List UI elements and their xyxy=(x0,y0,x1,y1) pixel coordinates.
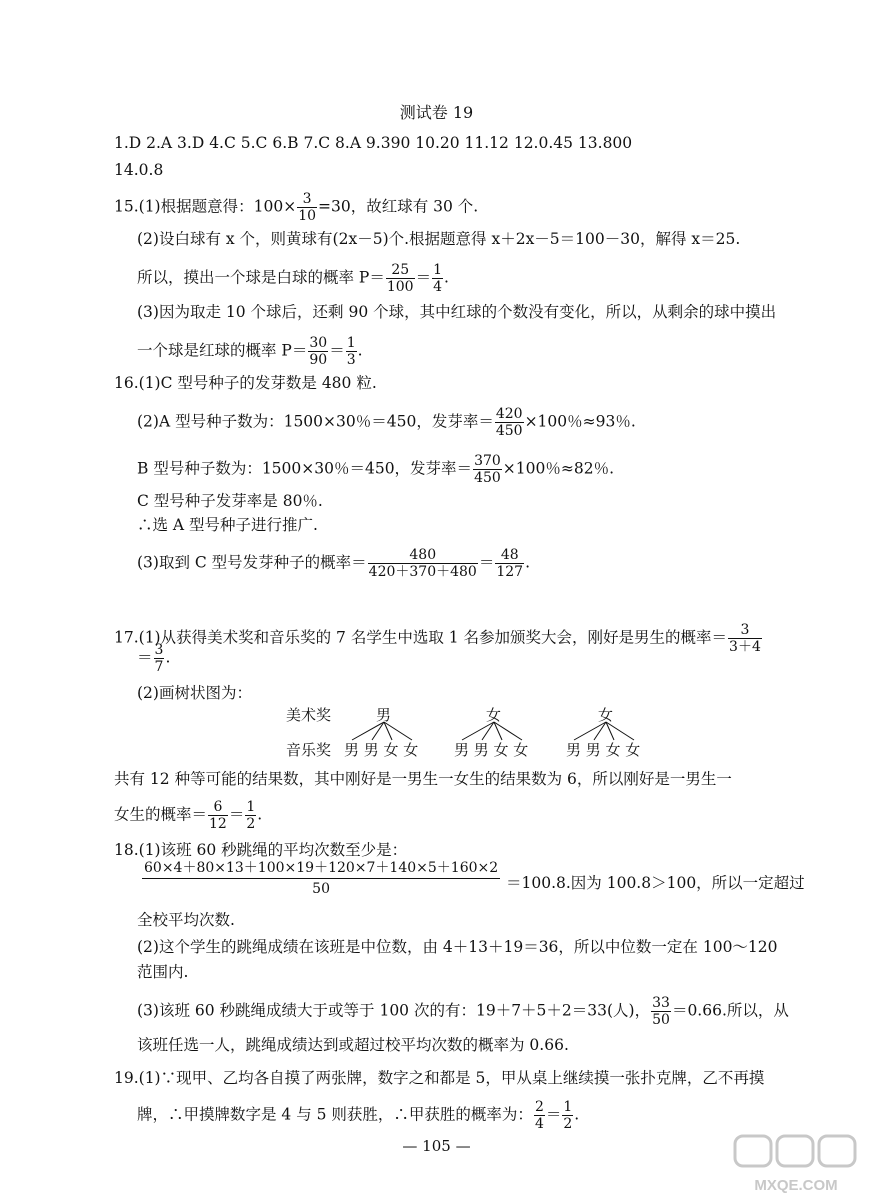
fraction: $\frac{30}{90}$ xyxy=(309,335,328,368)
q15-part2: (2)设白球有 x 个，则黄球有(2x－5)个.根据题意得 x＋2x－5＝100－30，解得 x＝25. xyxy=(137,230,741,248)
fraction: $\frac{370}{450}$ xyxy=(474,453,501,486)
q18-part2-cont: 范围内. xyxy=(137,963,189,981)
fraction: $\frac{3}{3+4}$ xyxy=(729,622,761,655)
q18-part1-result: ＝100.8.因为 100.8＞100，所以一定超过 xyxy=(506,874,805,892)
tree-label-art: 美术奖 xyxy=(286,706,332,724)
q18-mean-fraction: 60×4＋80×13＋100×19＋120×7＋140×5＋160×2 50 xyxy=(144,860,499,897)
tree-label-music: 音乐奖 xyxy=(286,741,332,759)
q16-part3: (3)取到 C 型号发芽种子的概率＝ $\frac{480}{420+370+480}$ ＝ $\frac{48}{127}$ . xyxy=(137,547,531,580)
q16-part2-c: C 型号种子发芽率是 80％. xyxy=(137,492,323,510)
tree-leaves-1: 男 男 女 女 xyxy=(344,741,419,759)
fraction: $\frac{2}{4}$ xyxy=(534,1099,544,1132)
watermark-logo xyxy=(731,1132,861,1196)
fraction: $\frac{3}{10}$ xyxy=(298,191,317,224)
fraction: $\frac{1}{2}$ xyxy=(246,799,256,832)
q15-p1-text: 15.(1)根据题意得：100× xyxy=(114,197,297,216)
q15-part2-probability: 所以，摸出一个球是白球的概率 P＝ $\frac{25}{100}$ ＝ $\frac{1}{4}$ . xyxy=(137,262,449,295)
q18-part3: (3)该班 60 秒跳绳成绩大于或等于 100 次的有：19＋7＋5＋2＝33(人)， $\frac{33}{50}$ ＝0.66.所以，从 xyxy=(137,995,789,1028)
q17-part2: (2)画树状图为： xyxy=(137,684,252,702)
q15-p1-post: =30，故红球有 30 个. xyxy=(318,197,479,216)
fraction: $\frac{6}{12}$ xyxy=(209,799,227,832)
q18-part2: (2)这个学生的跳绳成绩在该班是中位数，由 4＋13＋19＝36，所以中位数一定在 100～120 xyxy=(137,938,778,956)
q17-part2-probability: 女生的概率＝ $\frac{6}{12}$ ＝ $\frac{1}{2}$ . xyxy=(114,799,263,832)
watermark-text: MXQE.COM xyxy=(754,1177,838,1194)
q16-conclusion: ∴选 A 型号种子进行推广. xyxy=(137,516,318,534)
fraction: $\frac{1}{4}$ xyxy=(433,262,443,295)
fraction: $\frac{1}{3}$ xyxy=(346,335,356,368)
answers-line-2: 14.0.8 xyxy=(114,161,164,179)
q17-part1: 17.(1)从获得美术奖和音乐奖的 7 名学生中选取 1 名参加颁奖大会，刚好是男生的概率＝ $\frac{3}{3+4}$ xyxy=(114,622,761,655)
q18-part3-cont: 该班任选一人，跳绳成绩达到或超过校平均次数的概率为 0.66. xyxy=(137,1036,569,1054)
q17-part2-text: 共有 12 种等可能的结果数，其中刚好是一男生一女生的结果数为 6，所以刚好是一男生一 xyxy=(114,770,732,788)
tree-leaves-2: 男 男 女 女 xyxy=(454,741,529,759)
fraction: $\frac{48}{127}$ xyxy=(496,547,524,580)
fraction: $\frac{480}{420+370+480}$ xyxy=(368,547,477,580)
q15-part3: (3)因为取走 10 个球后，还剩 90 个球，其中红球的个数没有变化，所以，从剩余的球中摸出 xyxy=(137,303,777,321)
q18-part1: 18.(1)该班 60 秒跳绳的平均次数至少是： xyxy=(114,841,408,859)
answers-line-1: 1.D 2.A 3.D 4.C 5.C 6.B 7.C 8.A 9.390 10.20 11.12 12.0.45 13.800 xyxy=(114,134,633,152)
tree-root-2: 女 xyxy=(486,706,502,724)
q17-part1-result: ＝ $\frac{3}{7}$ . xyxy=(137,642,171,675)
q15-part1 xyxy=(114,191,478,224)
tree-root-3: 女 xyxy=(598,706,614,724)
tree-root-1: 男 xyxy=(376,706,392,724)
q19-part1-cont: 牌，∴甲摸牌数字是 4 与 5 则获胜，∴甲获胜的概率为： $\frac{2}{4}$ ＝ $\frac{1}{2}$ . xyxy=(137,1099,580,1132)
page-title: 测试卷 19 xyxy=(399,103,474,122)
fraction: $\frac{1}{2}$ xyxy=(563,1099,573,1132)
fraction: $\frac{25}{100}$ xyxy=(386,262,414,295)
q16-part2-b: B 型号种子数为：1500×30％＝450，发芽率＝ $\frac{370}{450}$ ×100％≈82％. xyxy=(137,453,615,486)
fraction: $\frac{33}{50}$ xyxy=(652,995,670,1028)
fraction: $\frac{420}{450}$ xyxy=(495,406,523,439)
page-number: — 105 — xyxy=(402,1137,471,1155)
q18-part1-conclusion: 全校平均次数. xyxy=(137,911,235,929)
q16-part1: 16.(1)C 型号种子的发芽数是 480 粒. xyxy=(114,374,377,392)
tree-leaves-3: 男 男 女 女 xyxy=(566,741,641,759)
q16-part2-a: (2)A 型号种子数为：1500×30％＝450，发芽率＝ $\frac{420}{450}$ ×100％≈93％. xyxy=(137,406,636,439)
q19-part1: 19.(1)∵现甲、乙均各自摸了两张牌，数字之和都是 5，甲从桌上继续摸一张扑克牌，乙不再摸 xyxy=(114,1069,765,1087)
q15-part3-probability: 一个球是红球的概率 P＝ $\frac{30}{90}$ ＝ $\frac{1}{3}$ . xyxy=(137,335,363,368)
fraction: $\frac{3}{7}$ xyxy=(154,642,164,675)
